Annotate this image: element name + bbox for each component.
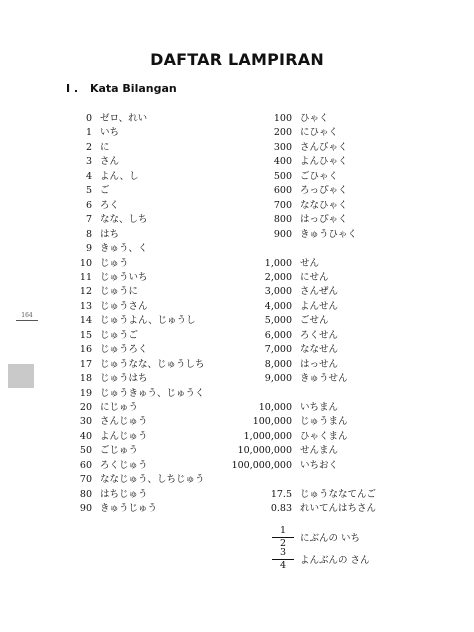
section-title: Kata Bilangan — [89, 82, 177, 95]
number-value: 800 — [273, 214, 292, 226]
number-reading: ひゃくまん — [300, 430, 348, 442]
number-reading: ろくせん — [300, 329, 339, 341]
number-reading: じゅういち — [100, 271, 148, 283]
number-reading: せん — [300, 257, 320, 269]
number-value: 80 — [79, 488, 92, 500]
number-reading: にせん — [300, 271, 329, 283]
number-value: 16 — [79, 344, 92, 356]
number-reading: ななじゅう、しちじゅう — [100, 474, 205, 486]
number-reading: ろっぴゃく — [300, 185, 348, 197]
number-reading: じゅう — [100, 257, 129, 269]
number-reading: じゅうきゅう、じゅうく — [100, 387, 205, 399]
number-value: 2,000 — [264, 271, 292, 283]
number-value: 700 — [273, 199, 292, 211]
number-value: 6 — [85, 199, 92, 211]
number-reading: きゅうじゅう — [100, 503, 158, 515]
number-value: 3,000 — [264, 286, 292, 298]
number-value: 3 — [85, 156, 92, 168]
fraction-reading: よんぶんの さん — [300, 555, 370, 566]
number-reading: じゅうご — [100, 329, 139, 341]
number-reading: はちじゅう — [100, 488, 148, 500]
number-reading: きゅう、く — [100, 243, 148, 255]
number-reading: さん — [100, 156, 120, 168]
section-number: I . — [66, 82, 79, 95]
number-value: 6,000 — [264, 329, 292, 341]
number-value: 13 — [79, 300, 92, 312]
number-value: 11 — [79, 271, 92, 283]
number-value: 12 — [79, 286, 92, 298]
number-reading: いち — [100, 127, 120, 139]
number-reading: いちおく — [300, 459, 339, 471]
number-reading: じゅうに — [100, 286, 139, 298]
number-reading: じゅうさん — [100, 300, 148, 312]
fraction — [272, 548, 294, 571]
number-reading: さんびゃく — [300, 141, 348, 153]
number-reading: よんじゅう — [100, 430, 148, 442]
number-reading: はっぴゃく — [300, 214, 348, 226]
fraction-reading: にぶんの いち — [300, 533, 361, 544]
number-value: 70 — [79, 474, 92, 486]
number-value: 1,000 — [264, 257, 292, 269]
fraction-denominator: 4 — [279, 560, 287, 571]
number-reading: よん、し — [100, 170, 139, 182]
number-value: 10,000,000 — [237, 445, 292, 457]
number-value: 17 — [79, 358, 92, 370]
number-reading: じゅうよん、じゅうし — [100, 315, 196, 327]
number-reading: にひゃく — [300, 127, 339, 139]
number-reading: ゼロ、れい — [100, 113, 148, 124]
number-value: 10,000 — [258, 402, 292, 413]
number-reading: よんひゃく — [300, 156, 348, 168]
number-value: 9 — [85, 243, 92, 255]
number-reading: よんせん — [300, 300, 339, 312]
number-reading: きゅうせん — [300, 373, 348, 385]
number-value: 50 — [79, 445, 92, 457]
number-reading: はち — [100, 228, 120, 240]
number-value: 100,000,000 — [231, 459, 292, 471]
page-number: 164 — [16, 312, 38, 321]
page-title: DAFTAR LAMPIRAN — [150, 50, 324, 69]
number-value: 0 — [85, 113, 92, 124]
number-value: 30 — [79, 416, 92, 428]
fraction-denominator: 2 — [279, 538, 287, 549]
number-reading: ひゃく — [300, 113, 329, 124]
number-value: 100 — [273, 113, 292, 124]
number-reading: なな、しち — [100, 214, 148, 226]
number-value: 8 — [85, 228, 92, 240]
number-value: 90 — [79, 503, 92, 515]
number-reading: ごひゃく — [300, 170, 339, 182]
number-value: 100,000 — [252, 416, 292, 428]
number-value: 8,000 — [264, 358, 292, 370]
number-value: 500 — [273, 170, 292, 182]
number-reading: さんじゅう — [100, 416, 148, 428]
number-value: 15 — [79, 329, 92, 341]
number-value: 17.5 — [270, 488, 292, 500]
number-value: 2 — [85, 141, 92, 153]
number-reading: さんぜん — [300, 286, 339, 298]
number-value: 200 — [273, 127, 292, 139]
number-value: 4 — [85, 170, 92, 182]
number-reading: ななひゃく — [300, 199, 348, 211]
number-reading: ごじゅう — [100, 445, 139, 457]
number-reading: ごせん — [300, 315, 329, 327]
number-value: 7,000 — [264, 344, 292, 356]
number-value: 10 — [79, 257, 92, 269]
number-value: 0.83 — [270, 503, 292, 515]
number-value: 600 — [273, 185, 292, 197]
number-reading: じゅうなな、じゅうしち — [100, 358, 205, 370]
number-reading: きゅうひゃく — [300, 228, 358, 240]
number-reading: にじゅう — [100, 402, 139, 413]
number-reading: じゅうななてんご — [300, 488, 377, 500]
number-value: 5,000 — [264, 315, 292, 327]
number-reading: ご — [100, 185, 110, 197]
number-reading: じゅうはち — [100, 373, 148, 385]
number-reading: はっせん — [300, 358, 339, 370]
number-value: 20 — [79, 402, 92, 413]
fraction — [272, 526, 294, 549]
number-value: 5 — [85, 185, 92, 197]
number-value: 40 — [79, 430, 92, 442]
number-reading: ろく — [100, 199, 120, 211]
number-value: 14 — [79, 315, 92, 327]
number-value: 400 — [273, 156, 292, 168]
section-heading — [66, 82, 177, 95]
number-reading: に — [100, 141, 110, 153]
margin-tab — [8, 364, 34, 388]
number-value: 300 — [273, 141, 292, 153]
number-value: 900 — [273, 228, 292, 240]
fraction-numerator: 3 — [272, 548, 294, 560]
number-reading: れいてんはちさん — [300, 503, 377, 515]
number-value: 1,000,000 — [243, 430, 292, 442]
number-value: 60 — [79, 459, 92, 471]
number-value: 9,000 — [264, 373, 292, 385]
number-value: 1 — [85, 127, 92, 139]
number-reading: じゅうまん — [300, 416, 348, 428]
number-value: 7 — [85, 214, 92, 226]
number-value: 18 — [79, 373, 92, 385]
number-reading: じゅうろく — [100, 344, 148, 356]
number-reading: ななせん — [300, 344, 339, 356]
number-reading: いちまん — [300, 402, 339, 413]
number-value: 19 — [79, 387, 92, 399]
number-value: 4,000 — [264, 300, 292, 312]
number-reading: ろくじゅう — [100, 459, 148, 471]
number-reading: せんまん — [300, 445, 339, 457]
fraction-numerator: 1 — [272, 526, 294, 538]
